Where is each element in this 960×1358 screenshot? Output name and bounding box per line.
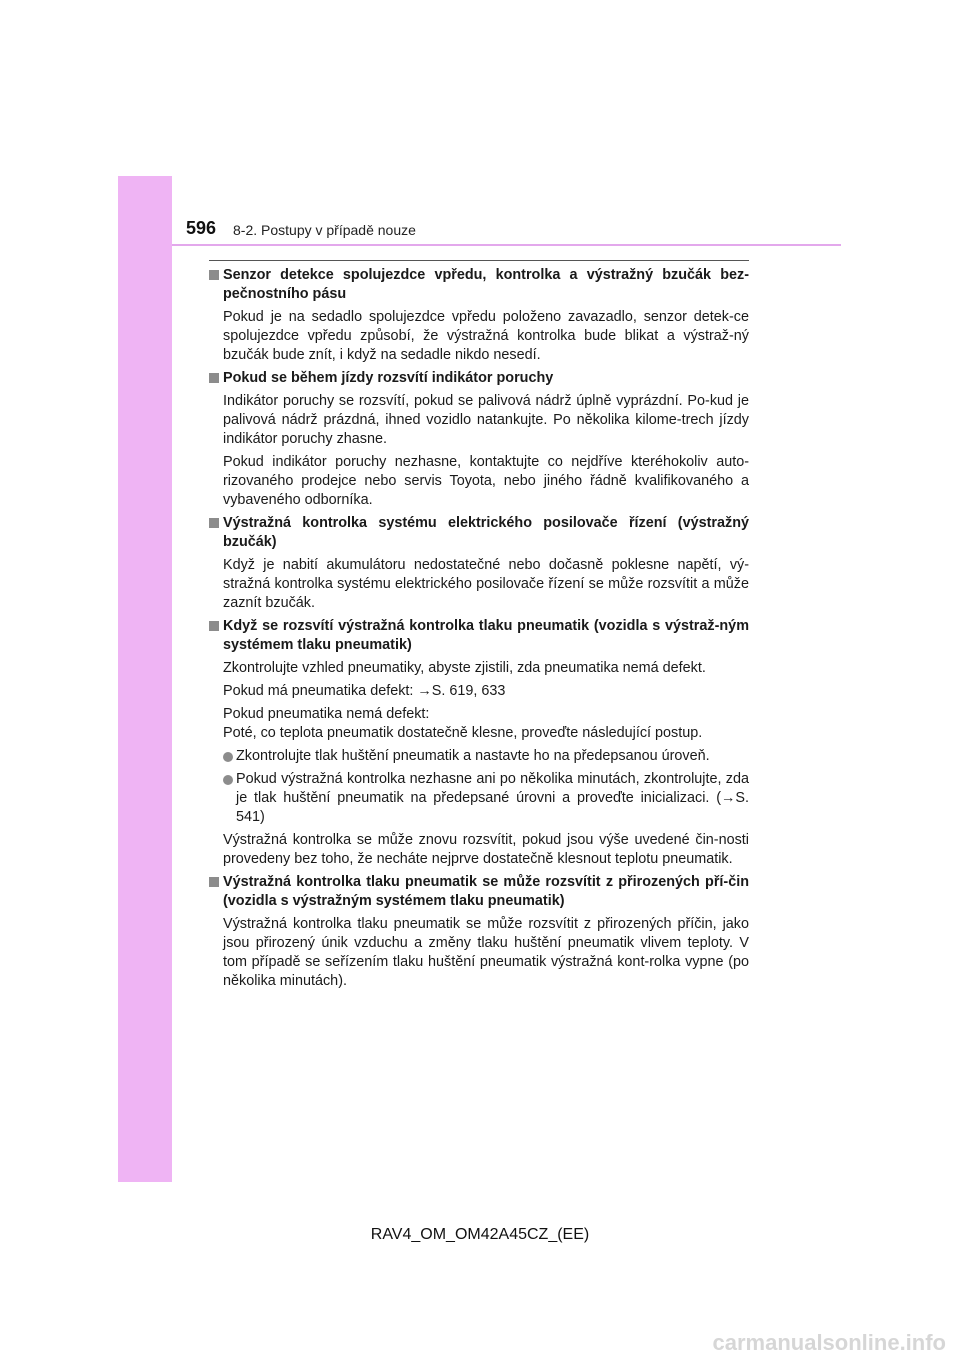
- square-bullet-icon: [209, 270, 219, 280]
- section-rule: [209, 260, 749, 261]
- paragraph: Pokud je na sedadlo spolujezdce vpředu položeno zavazadlo, senzor detek-ce spolujezdce vpředu způsobí, že výstražná kontrolka bude blikat a výstraž-ný bzučák bude znít, i když na sedadle nikdo nesedí.: [223, 309, 749, 363]
- page-content: [209, 266, 749, 995]
- square-bullet-icon: [209, 877, 219, 887]
- square-bullet-icon: [209, 518, 219, 528]
- square-bullet-icon: [209, 373, 219, 383]
- paragraph: Zkontrolujte vzhled pneumatiky, abyste zjistili, zda pneumatika nemá defekt.: [223, 660, 706, 676]
- round-bullet-icon: [223, 775, 233, 785]
- paragraph: Výstražná kontrolka tlaku pneumatik se může rozsvítit z přirozených příčin, jako jsou přirozený únik vzduchu a změny tlaku huštění pneumatik vlivem teploty. V tom případě se seřízením tlaku huštění pneumatik výstražná kont-rolka vypne (po několika minutách).: [223, 916, 749, 989]
- section-malfunction-indicator: [209, 369, 749, 510]
- paragraph: Když je nabití akumulátoru nedostatečné nebo dočasně poklesne napětí, vý-stražná kontrolka systému elektrického posilovače řízení se může rozsvítit a může zaznít bzučák.: [223, 557, 749, 611]
- section-heading: Výstražná kontrolka tlaku pneumatik se může rozsvítit z přirozených pří-čin (vozidla s výstražným systémem tlaku pneumatik): [209, 873, 749, 911]
- paragraph: Pokud pneumatika nemá defekt: Poté, co teplota pneumatik dostatečně klesne, proveďte následující postup.: [223, 706, 703, 741]
- paragraph: Indikátor poruchy se rozsvítí, pokud se palivová nádrž úplně vyprázdní. Po-kud je palivová nádrž prázdná, ihned vozidlo natankujte. Po několika kilome-trech jízdy indikátor poruchy zhasne.: [223, 393, 749, 447]
- document-code: RAV4_OM_OM42A45CZ_(EE): [370, 1226, 590, 1243]
- header-divider: [172, 244, 841, 246]
- section-passenger-sensor: [209, 266, 749, 365]
- round-bullet-icon: [223, 752, 233, 762]
- section-tire-pressure-natural-causes: [209, 873, 749, 991]
- section-heading: Pokud se během jízdy rozsvítí indikátor poruchy: [209, 369, 749, 388]
- page-number: 596: [186, 218, 217, 238]
- paragraph: Výstražná kontrolka se může znovu rozsvítit, pokud jsou výše uvedené čin-nosti provedeny bez toho, že necháte nejprve dostatečně klesnout teplotu pneumatik.: [223, 832, 749, 867]
- chapter-title: 8-2. Postupy v případě nouze: [233, 222, 416, 238]
- section-heading: Senzor detekce spolujezdce vpředu, kontrolka a výstražný bzučák bez-pečnostního pásu: [209, 266, 749, 304]
- paragraph: Pokud indikátor poruchy nezhasne, kontaktujte co nejdříve kteréhokoliv auto-rizovaného prodejce nebo servis Toyota, nebo jiného řádně kvalifikovaného a vybaveného odborníka.: [223, 454, 749, 508]
- square-bullet-icon: [209, 621, 219, 631]
- list-item: Zkontrolujte tlak huštění pneumatik a nastavte ho na předepsanou úroveň.: [209, 747, 749, 766]
- section-heading: Výstražná kontrolka systému elektrického posilovače řízení (výstražný bzučák): [209, 514, 749, 552]
- section-heading: Když se rozsvítí výstražná kontrolka tlaku pneumatik (vozidla s výstraž-ným systémem tlaku pneumatik): [209, 617, 749, 655]
- paragraph-page-reference: Pokud má pneumatika defekt: →S. 619, 633: [223, 683, 506, 699]
- section-power-steering-warning: [209, 514, 749, 613]
- list-item: Pokud výstražná kontrolka nezhasne ani po několika minutách, zkontrolujte, zda je tlak huštění pneumatik na předepsané úrovni a proveďte inicializaci. (→S. 541): [209, 770, 749, 827]
- section-tire-pressure-warning: [209, 617, 749, 869]
- site-watermark: carmanualsonline.info: [712, 1330, 946, 1355]
- chapter-sidebar-tab: [118, 176, 172, 1182]
